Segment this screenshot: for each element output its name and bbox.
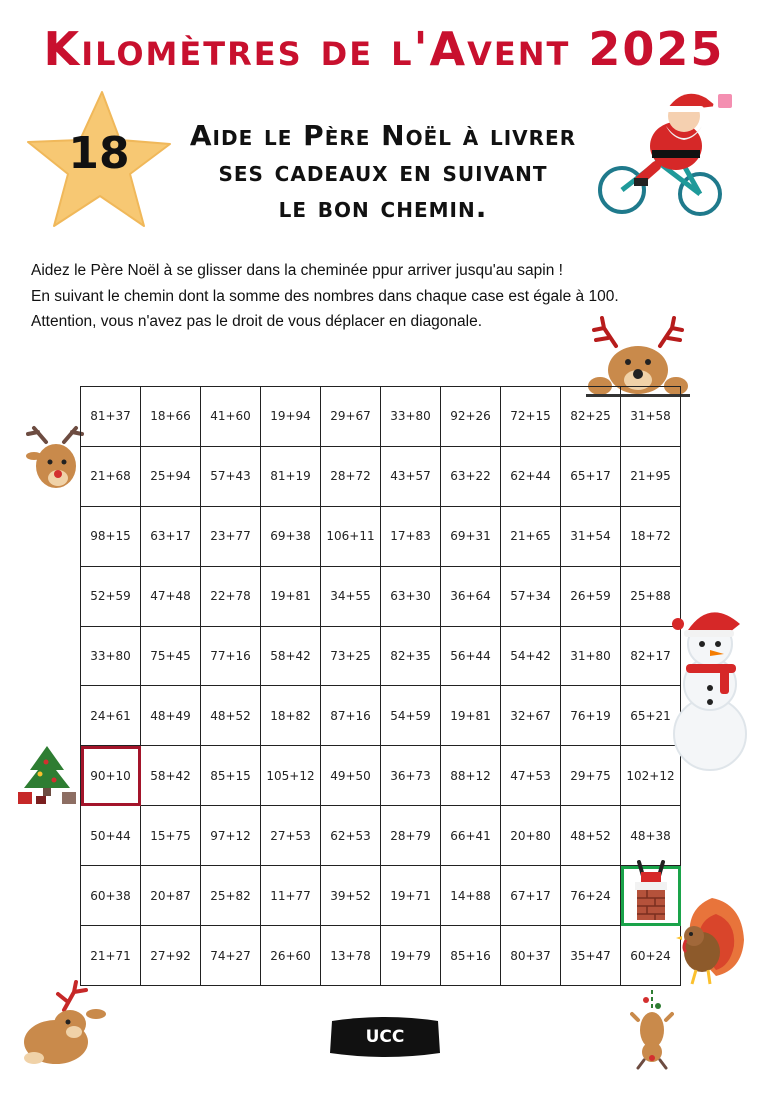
- grid-cell: 63+30: [381, 566, 441, 626]
- grid-cell: 87+16: [321, 686, 381, 746]
- grid-cell: 26+60: [261, 926, 321, 986]
- grid-cell: 63+22: [441, 446, 501, 506]
- grid-cell: 82+17: [621, 626, 681, 686]
- grid-cell: 105+12: [261, 746, 321, 806]
- day-number: 18: [68, 128, 130, 179]
- grid-cell: 27+53: [261, 806, 321, 866]
- subtitle-line-2: ses cadeaux en suivant: [218, 155, 548, 188]
- reindeer-icon: [630, 990, 674, 1070]
- grid-cell: 48+49: [141, 686, 201, 746]
- grid-cell: 29+75: [561, 746, 621, 806]
- grid-cell: 48+38: [621, 806, 681, 866]
- grid-cell: 73+25: [321, 626, 381, 686]
- grid-cell: 13+78: [321, 926, 381, 986]
- grid-cell: 72+15: [501, 387, 561, 447]
- grid-cell: 28+72: [321, 446, 381, 506]
- grid-cell: 67+17: [501, 866, 561, 926]
- reindeer-icon: [24, 420, 86, 502]
- instructions-line-3: Attention, vous n'avez pas le droit de vous déplacer en diagonale.: [31, 313, 483, 330]
- grid-row: [81, 806, 681, 866]
- grid-cell: 74+27: [201, 926, 261, 986]
- star-icon: [24, 88, 174, 238]
- grid-row: [81, 387, 681, 447]
- grid-cell: 33+80: [381, 387, 441, 447]
- grid-cell: 97+12: [201, 806, 261, 866]
- grid-cell: 31+80: [561, 626, 621, 686]
- grid-cell: 57+43: [201, 446, 261, 506]
- maze-grid: [80, 386, 681, 986]
- grid-cell: 47+53: [501, 746, 561, 806]
- santa-bicycle-icon: [596, 84, 746, 224]
- grid-cell: 82+35: [381, 626, 441, 686]
- snowman-icon: [670, 604, 760, 774]
- grid-cell: 20+87: [141, 866, 201, 926]
- grid-cell: 98+15: [81, 506, 141, 566]
- grid-cell: 62+53: [321, 806, 381, 866]
- grid-cell: 11+77: [261, 866, 321, 926]
- grid-cell: 63+17: [141, 506, 201, 566]
- grid-cell: 39+52: [321, 866, 381, 926]
- grid-row: [81, 926, 681, 986]
- grid-cell: 26+59: [561, 566, 621, 626]
- grid-row: [81, 566, 681, 626]
- grid-row: [81, 746, 681, 806]
- grid-cell: 102+12: [621, 746, 681, 806]
- grid-cell: 69+31: [441, 506, 501, 566]
- grid-cell: 65+21: [621, 686, 681, 746]
- chimney-santa-icon: [629, 860, 673, 924]
- subtitle-line-1: Aide le Père Noël à livrer: [189, 119, 577, 152]
- grid-cell: 69+38: [261, 506, 321, 566]
- grid-cell: 34+55: [321, 566, 381, 626]
- page-title: Kilomètres de l'Avent 2025: [43, 22, 725, 76]
- grid-cell: 60+38: [81, 866, 141, 926]
- grid-cell: 19+71: [381, 866, 441, 926]
- grid-cell: 47+48: [141, 566, 201, 626]
- grid-cell: 60+24: [621, 926, 681, 986]
- grid-cell: 18+72: [621, 506, 681, 566]
- grid-cell: 81+19: [261, 446, 321, 506]
- grid-cell: 85+15: [201, 746, 261, 806]
- grid-cell: 35+47: [561, 926, 621, 986]
- grid-cell: 80+37: [501, 926, 561, 986]
- grid-cell: 36+64: [441, 566, 501, 626]
- grid-cell: 20+80: [501, 806, 561, 866]
- grid-cell: 54+59: [381, 686, 441, 746]
- grid-cell: 22+78: [201, 566, 261, 626]
- subtitle: [178, 118, 588, 226]
- grid-cell: 48+52: [201, 686, 261, 746]
- grid-cell: 65+17: [561, 446, 621, 506]
- grid-cell: 19+79: [381, 926, 441, 986]
- grid-cell: 88+12: [441, 746, 501, 806]
- grid-cell: 25+94: [141, 446, 201, 506]
- grid-cell: 18+66: [141, 387, 201, 447]
- grid-cell: 85+16: [441, 926, 501, 986]
- grid-cell: 43+57: [381, 446, 441, 506]
- grid-cell: 58+42: [261, 626, 321, 686]
- grid-cell: 33+80: [81, 626, 141, 686]
- subtitle-line-3: le bon chemin.: [278, 191, 488, 224]
- grid-cell: 18+82: [261, 686, 321, 746]
- grid-cell: 41+60: [201, 387, 261, 447]
- logo-text: UCC VIVONNE: [341, 1027, 429, 1091]
- ucc-vivonne-logo: [326, 1015, 444, 1091]
- grid-cell: 19+94: [261, 387, 321, 447]
- instructions-line-1: Aidez le Père Noël à se glisser dans la cheminée ppur arriver jusqu'au sapin !: [31, 262, 563, 279]
- grid-cell-start: 90+10: [81, 746, 141, 806]
- grid-cell: 76+24: [561, 866, 621, 926]
- grid-row: [81, 866, 681, 926]
- grid-cell: 82+25: [561, 387, 621, 447]
- grid-cell: 75+45: [141, 626, 201, 686]
- turkey-icon: [672, 890, 746, 986]
- grid-cell: 27+92: [141, 926, 201, 986]
- grid-cell: 24+61: [81, 686, 141, 746]
- grid-cell: 56+44: [441, 626, 501, 686]
- grid-cell: 23+77: [201, 506, 261, 566]
- grid-cell: 58+42: [141, 746, 201, 806]
- grid-cell: 77+16: [201, 626, 261, 686]
- grid-cell: 66+41: [441, 806, 501, 866]
- grid-cell: 25+88: [621, 566, 681, 626]
- grid-cell: 52+59: [81, 566, 141, 626]
- grid-cell: 31+58: [621, 387, 681, 447]
- grid-row: [81, 506, 681, 566]
- grid-cell: 54+42: [501, 626, 561, 686]
- grid-cell: 50+44: [81, 806, 141, 866]
- grid-cell: 21+68: [81, 446, 141, 506]
- grid-cell: 25+82: [201, 866, 261, 926]
- grid-cell: 76+19: [561, 686, 621, 746]
- grid-cell: 49+50: [321, 746, 381, 806]
- reindeer-icon: [14, 980, 114, 1070]
- grid-cell: 57+34: [501, 566, 561, 626]
- grid-cell: 92+26: [441, 387, 501, 447]
- grid-cell: 17+83: [381, 506, 441, 566]
- grid-cell: 19+81: [441, 686, 501, 746]
- grid-row: [81, 686, 681, 746]
- grid-cell: 31+54: [561, 506, 621, 566]
- grid-cell: 21+65: [501, 506, 561, 566]
- grid-cell: 28+79: [381, 806, 441, 866]
- grid-cell: 29+67: [321, 387, 381, 447]
- grid-row: [81, 446, 681, 506]
- grid-cell: 15+75: [141, 806, 201, 866]
- grid-cell: 14+88: [441, 866, 501, 926]
- grid-cell: 21+95: [621, 446, 681, 506]
- grid-row: [81, 626, 681, 686]
- christmas-tree-icon: [16, 744, 78, 806]
- grid-cell: 62+44: [501, 446, 561, 506]
- grid-cell: 19+81: [261, 566, 321, 626]
- grid-cell: 36+73: [381, 746, 441, 806]
- grid-cell: 81+37: [81, 387, 141, 447]
- grid-cell: 106+11: [321, 506, 381, 566]
- grid-cell: 21+71: [81, 926, 141, 986]
- instructions-line-2: En suivant le chemin dont la somme des nombres dans chaque case est égale à 100.: [31, 287, 619, 305]
- grid-cell: 32+67: [501, 686, 561, 746]
- grid-cell: 48+52: [561, 806, 621, 866]
